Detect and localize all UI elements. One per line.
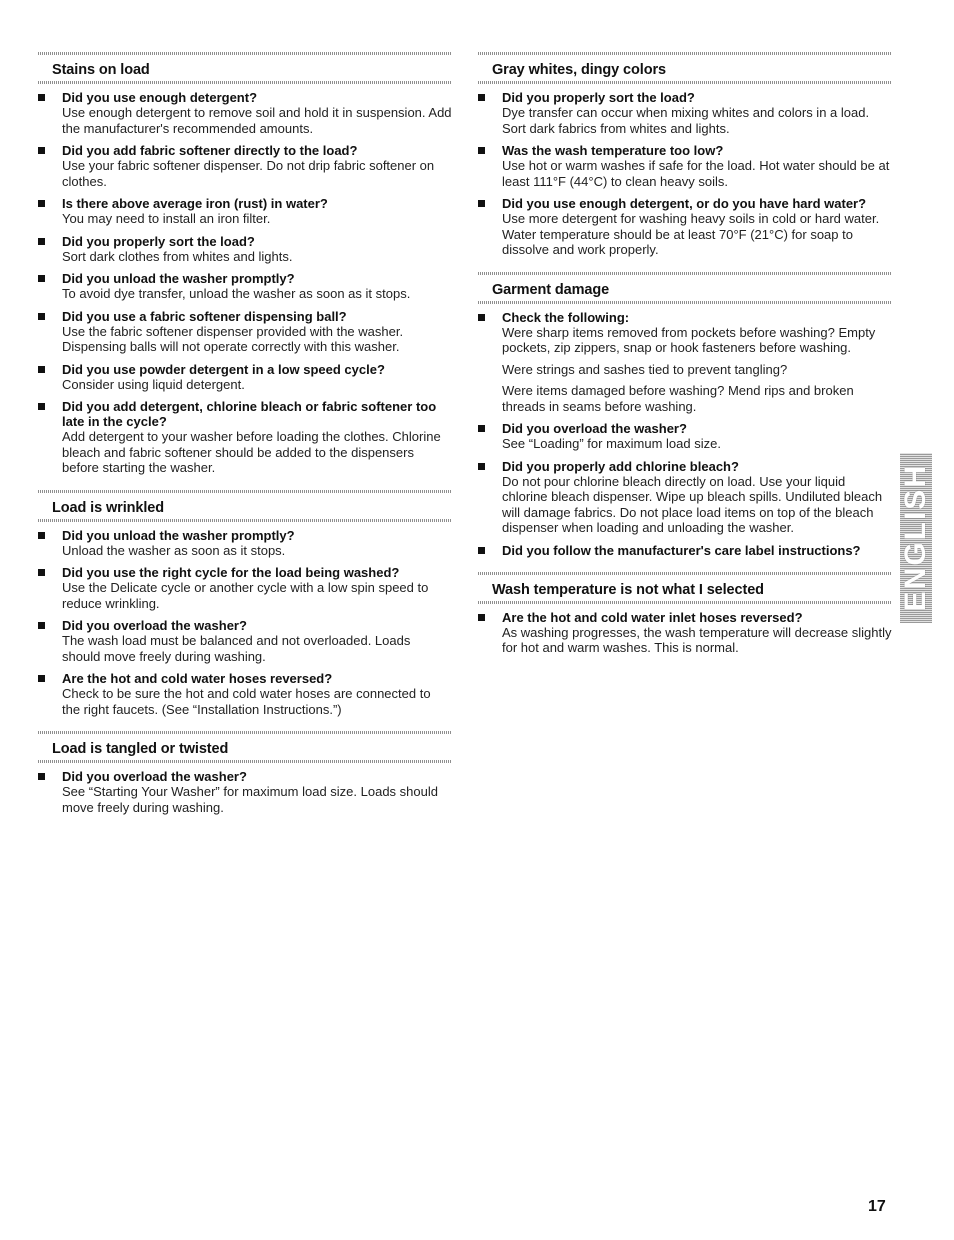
square-bullet-icon xyxy=(38,773,45,780)
question-list xyxy=(478,304,892,558)
answer-text: To avoid dye transfer, unload the washer as soon as it stops. xyxy=(62,286,411,301)
section-garment-damage xyxy=(478,272,892,558)
list-item xyxy=(478,196,892,258)
answer-text: See “Starting Your Washer” for maximum load size. Loads should move freely during washing. xyxy=(62,784,438,815)
answer-text: Were items damaged before washing? Mend rips and broken threads in seams before washing. xyxy=(502,383,854,414)
list-item xyxy=(38,618,452,664)
answer-text: You may need to install an iron filter. xyxy=(62,211,271,226)
question-text: Did you overload the washer? xyxy=(62,618,247,633)
question-text: Did you unload the washer promptly? xyxy=(62,527,295,543)
answer-text: Use the Delicate cycle or another cycle with a low spin speed to reduce wrinkling. xyxy=(62,580,429,611)
answer-text: Sort dark clothes from whites and lights. xyxy=(62,248,293,264)
answer-text: Use more detergent for washing heavy soils in cold or hard water. Water temperature should be at least 70°F (21°C) for soap to dissolve and work properly. xyxy=(502,211,880,257)
question-text: Check the following: xyxy=(502,309,630,325)
square-bullet-icon xyxy=(38,403,45,410)
square-bullet-icon xyxy=(478,94,485,101)
square-bullet-icon xyxy=(38,313,45,320)
section-heading: Gray whites, dingy colors xyxy=(478,52,892,84)
list-item xyxy=(478,90,892,136)
square-bullet-icon xyxy=(38,622,45,629)
square-bullet-icon xyxy=(38,94,45,101)
answer-text: Use your fabric softener dispenser. Do not drip fabric softener on clothes. xyxy=(62,158,435,189)
question-text: Did you properly sort the load? xyxy=(62,233,255,249)
answer-text: Were sharp items removed from pockets before washing? Empty pockets, zip zippers, snap or hook fasteners before washing. xyxy=(502,324,876,355)
square-bullet-icon xyxy=(478,147,485,154)
square-bullet-icon xyxy=(38,366,45,373)
section-wash-temperature-is-not-what-i-selected xyxy=(478,572,892,656)
section-load-is-tangled-or-twisted xyxy=(38,731,452,815)
square-bullet-icon xyxy=(38,675,45,682)
question-text: Did you use a fabric softener dispensing ball? xyxy=(62,308,347,324)
section-heading: Wash temperature is not what I selected xyxy=(478,572,892,604)
question-text: Did you overload the washer? xyxy=(62,769,247,784)
question-text: Did you use powder detergent in a low speed cycle? xyxy=(62,361,385,377)
list-item xyxy=(478,543,892,558)
answer-text: Dye transfer can occur when mixing whites and colors in a load. Sort dark fabrics from whites and lights. xyxy=(502,105,870,136)
question-list xyxy=(478,84,892,258)
list-item xyxy=(38,362,452,393)
square-bullet-icon xyxy=(478,463,485,470)
section-heading: Stains on load xyxy=(38,52,452,84)
question-text: Did you properly add chlorine bleach? xyxy=(502,458,739,474)
answer-text: As washing progresses, the wash temperature will decrease slightly for hot and warm washes. This is normal. xyxy=(502,624,892,655)
list-item xyxy=(38,309,452,355)
square-bullet-icon xyxy=(478,314,485,321)
question-text: Is there above average iron (rust) in water? xyxy=(62,196,328,211)
answer-text: Use hot or warm washes if safe for the load. Hot water should be at least 111°F (44°C) to clean heavy soils. xyxy=(502,158,890,189)
question-list xyxy=(38,84,452,476)
list-item xyxy=(38,90,452,136)
question-text: Did you properly sort the load? xyxy=(502,90,695,105)
list-item xyxy=(38,399,452,476)
answer-text: Add detergent to your washer before loading the clothes. Chlorine bleach and fabric softener should be added to the dispensers before starting the washer. xyxy=(62,429,441,475)
language-tab-label: ENGLISH xyxy=(899,464,932,612)
question-text: Did you follow the manufacturer's care label instructions? xyxy=(502,542,861,558)
square-bullet-icon xyxy=(38,569,45,576)
square-bullet-icon xyxy=(38,238,45,245)
question-text: Did you add fabric softener directly to the load? xyxy=(62,143,358,158)
question-text: Was the wash temperature too low? xyxy=(502,143,724,158)
question-text: Did you use enough detergent, or do you have hard water? xyxy=(502,196,867,211)
question-text: Did you use the right cycle for the load being washed? xyxy=(62,565,400,580)
list-item xyxy=(38,565,452,611)
right-column xyxy=(478,52,892,670)
list-item xyxy=(38,234,452,265)
square-bullet-icon xyxy=(478,614,485,621)
question-text: Did you unload the washer promptly? xyxy=(62,271,295,286)
list-item xyxy=(478,610,892,656)
square-bullet-icon xyxy=(478,547,485,554)
answer-text: Do not pour chlorine bleach directly on load. Use your liquid chlorine bleach dispenser. Wipe up bleach spills. Undiluted bleach will damage fabrics. Do not place load items on top of the bleach dispenser when loading and unloading the washer. xyxy=(502,473,883,535)
square-bullet-icon xyxy=(478,200,485,207)
answer-text: Use enough detergent to remove soil and hold it in suspension. Add the manufacturer's recommended amounts. xyxy=(62,105,452,136)
section-stains-on-load xyxy=(38,52,452,476)
answer-text: Use the fabric softener dispenser provided with the washer. Dispensing balls will not operate correctly with this washer. xyxy=(62,323,404,354)
left-column xyxy=(38,52,452,829)
list-item xyxy=(478,421,892,452)
section-heading: Load is tangled or twisted xyxy=(38,731,452,763)
question-text: Are the hot and cold water hoses reversed? xyxy=(62,671,333,686)
list-item xyxy=(38,671,452,717)
square-bullet-icon xyxy=(38,532,45,539)
list-item xyxy=(38,769,452,815)
section-heading: Load is wrinkled xyxy=(38,490,452,522)
answer-text: Were strings and sashes tied to prevent tangling? xyxy=(502,361,788,377)
answer-text: Check to be sure the hot and cold water hoses are connected to the right faucets. (See “Installation Instructions.”) xyxy=(62,686,431,717)
question-list xyxy=(38,522,452,718)
list-item xyxy=(478,143,892,189)
page-number: 17 xyxy=(868,1198,886,1215)
question-text: Did you overload the washer? xyxy=(502,421,687,436)
list-item xyxy=(478,459,892,536)
list-item xyxy=(38,271,452,302)
language-tab xyxy=(900,453,932,623)
answer-text: Consider using liquid detergent. xyxy=(62,376,245,392)
list-item xyxy=(38,528,452,559)
list-item xyxy=(38,143,452,189)
answer-text: The wash load must be balanced and not overloaded. Loads should move freely during washing. xyxy=(62,633,411,664)
question-text: Are the hot and cold water inlet hoses reversed? xyxy=(502,609,803,625)
square-bullet-icon xyxy=(478,425,485,432)
question-text: Did you add detergent, chlorine bleach or fabric softener too late in the cycle? xyxy=(62,399,437,429)
list-item xyxy=(38,196,452,227)
answer-text: Unload the washer as soon as it stops. xyxy=(62,542,286,558)
answer-text: See “Loading” for maximum load size. xyxy=(502,436,721,451)
question-text: Did you use enough detergent? xyxy=(62,90,258,105)
section-gray-whites-dingy-colors xyxy=(478,52,892,258)
section-load-is-wrinkled xyxy=(38,490,452,718)
question-list xyxy=(38,763,452,815)
list-item xyxy=(478,310,892,415)
question-list xyxy=(478,604,892,656)
section-heading: Garment damage xyxy=(478,272,892,304)
square-bullet-icon xyxy=(38,147,45,154)
square-bullet-icon xyxy=(38,200,45,207)
square-bullet-icon xyxy=(38,275,45,282)
